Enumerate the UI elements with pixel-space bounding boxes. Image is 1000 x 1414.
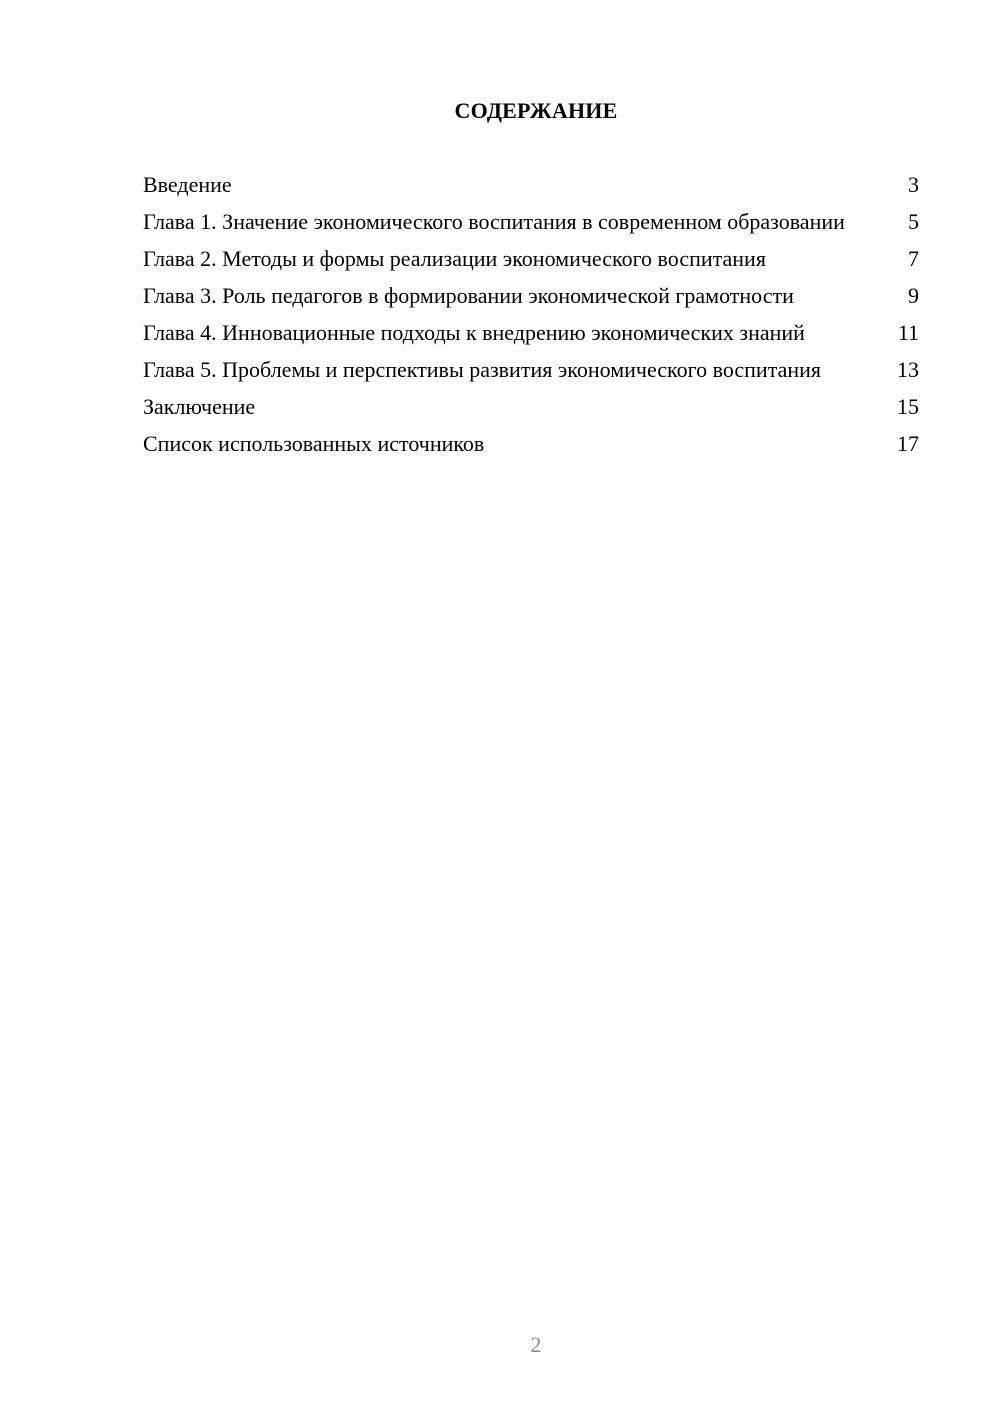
toc-item-text: Глава 4. Инновационные подходы к внедрению экономических знаний — [143, 320, 805, 345]
toc-item-text: Глава 2. Методы и формы реализации экономического воспитания — [143, 246, 766, 271]
toc-item-text: Список использованных источников — [143, 431, 485, 456]
toc-item-text: Глава 1. Значение экономического воспитания в современном образовании — [143, 209, 845, 234]
toc-item-chapter-1 — [143, 208, 919, 235]
toc-item-chapter-3 — [143, 282, 919, 309]
toc-item-references — [143, 430, 919, 457]
toc-item-text: Глава 3. Роль педагогов в формировании экономической грамотности — [143, 283, 794, 308]
toc-item-page: 5 — [908, 209, 919, 234]
toc-item-page: 3 — [908, 172, 919, 197]
toc-item-text: Введение — [143, 172, 232, 197]
toc-item-conclusion — [143, 393, 919, 420]
toc-item-text: Глава 5. Проблемы и перспективы развития экономического воспитания — [143, 357, 822, 382]
page-number: 2 — [530, 1332, 542, 1357]
toc-item-text: Заключение — [143, 394, 256, 419]
toc-item-page: 11 — [897, 320, 919, 345]
toc-item-page: 17 — [897, 431, 919, 456]
table-of-contents — [143, 171, 919, 467]
toc-item-page: 15 — [897, 394, 919, 419]
page-title: СОДЕРЖАНИЕ — [454, 98, 618, 123]
toc-item-page: 9 — [908, 283, 919, 308]
toc-item-introduction — [143, 171, 919, 198]
toc-item-chapter-2 — [143, 245, 919, 272]
toc-item-page: 13 — [897, 357, 919, 382]
toc-item-page: 7 — [908, 246, 919, 271]
toc-item-chapter-4 — [143, 319, 919, 346]
toc-item-chapter-5 — [143, 356, 919, 383]
